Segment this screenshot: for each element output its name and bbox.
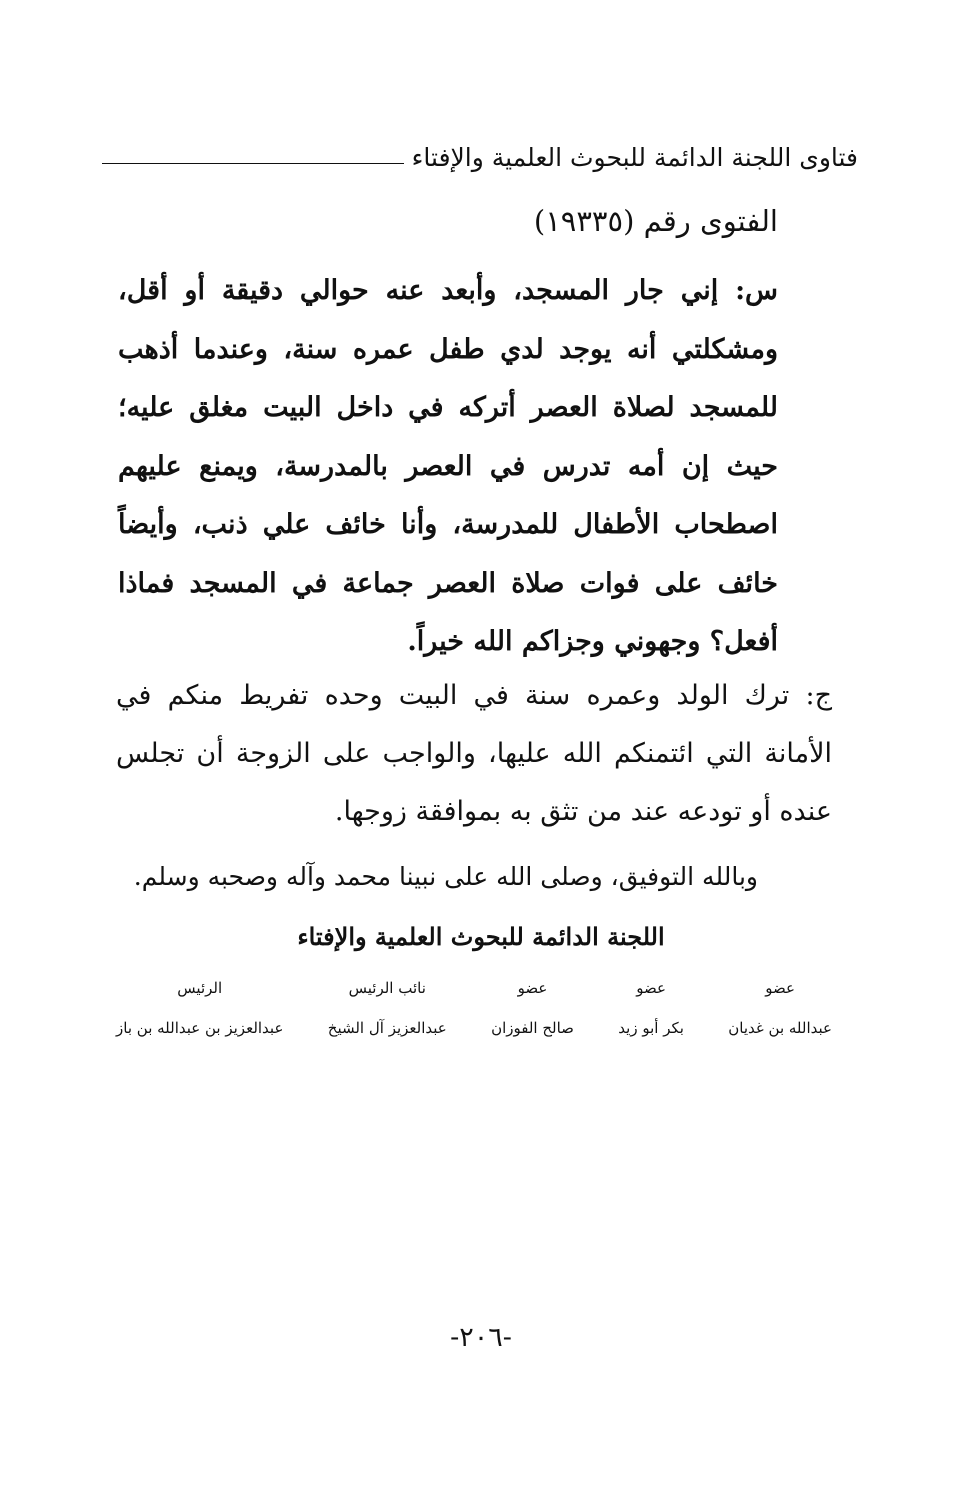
question-text: س: إني جار المسجد، وأبعد عنه حوالي دقيقة أو أقل، ومشكلتي أنه يوجد لدي طفل عمره سنة، وعندما أذهب للمسجد لصلاة العصر أتركه في داخل البيت مغلق عليه؛ حيث إن أمه تدرس في العصر بالمدرسة، ويمنع عليهم اصطحاب الأطفال للمدرسة، وأنا خائف علي ذنب، وأيضاً خائف على فوات صلاة العصر جماعة في المسجد فماذا أفعل؟ وجهوني وجزاكم الله خيراً. bbox=[118, 275, 778, 657]
signatory bbox=[328, 968, 447, 1048]
signatory-role: الرئيس bbox=[177, 979, 223, 997]
header-rule bbox=[102, 163, 404, 164]
running-header bbox=[102, 133, 858, 173]
signatory-name: عبدالله بن غديان bbox=[728, 1019, 832, 1037]
signatory bbox=[491, 968, 574, 1048]
signatory-role: عضو bbox=[517, 979, 548, 997]
signatory-name: عبدالعزيز آل الشيخ bbox=[327, 1019, 447, 1037]
signatory-role: نائب الرئيس bbox=[348, 979, 426, 997]
signatory bbox=[116, 968, 283, 1048]
signatory bbox=[618, 968, 684, 1048]
signatory bbox=[728, 968, 832, 1048]
signatory-role: عضو bbox=[765, 979, 795, 997]
page-number: -٢٠٦- bbox=[450, 1322, 512, 1353]
signatory-name: عبدالعزيز بن عبدالله بن باز bbox=[116, 1019, 284, 1037]
committee-title: اللجنة الدائمة للبحوث العلمية والإفتاء bbox=[297, 922, 665, 951]
header-title: فتاوى اللجنة الدائمة للبحوث العلمية والإفتاء bbox=[411, 143, 858, 172]
answer-text: ج: ترك الولد وعمره سنة في البيت وحده تفريط منكم في الأمانة التي ائتمنكم الله عليها، والواجب على الزوجة أن تجلس عنده أو تودعه عند من تثق به بموافقة زوجها. bbox=[116, 680, 832, 827]
closing-text: وبالله التوفيق، وصلى الله على نبينا محمد وآله وصحبه وسلم. bbox=[133, 862, 758, 891]
signatory-role: عضو bbox=[636, 979, 666, 997]
fatwa-number-title: الفتوى رقم (١٩٣٣٥) bbox=[533, 204, 778, 238]
signatory-name: صالح الفوزان bbox=[491, 1019, 574, 1037]
signatory-name: بكر أبو زيد bbox=[618, 1019, 684, 1037]
signatories bbox=[116, 968, 832, 1048]
